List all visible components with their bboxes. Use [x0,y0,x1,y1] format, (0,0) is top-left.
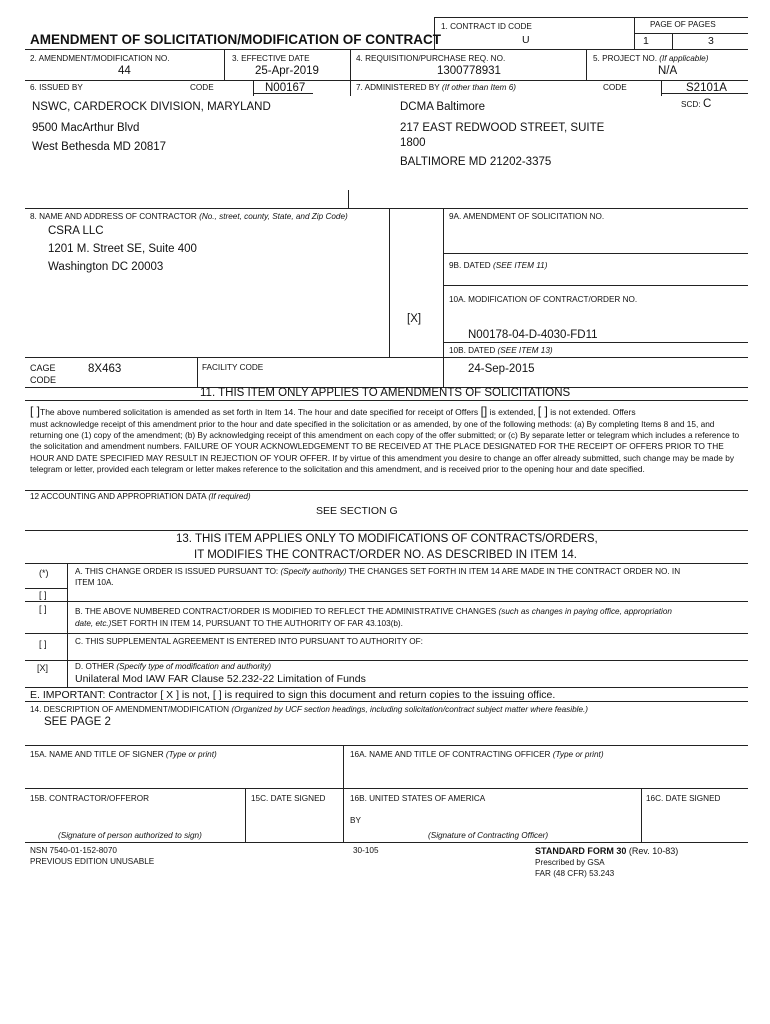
rule [25,400,748,401]
scd-value: C [703,98,712,110]
item-10a-value: N00178-04-D-4030-FD11 [468,329,598,341]
item-10b-label [449,346,553,355]
rule [661,80,662,96]
contractor-date-signed-label: 15C. DATE SIGNED [251,794,326,803]
rule [25,357,748,358]
item-13b-text-note-2: date, etc.) [75,619,112,628]
item-13-heading-2: IT MODIFIES THE CONTRACT/ORDER NO. AS DESCRIBED IN ITEM 14. [194,549,577,561]
item-13d-value: Unilateral Mod IAW FAR Clause 52.232-22 Limitation of Funds [75,673,366,685]
item-14-label-note: (Organized by UCF section headings, including solicitation/contract subject matter where feasible.) [231,705,589,714]
item-9b-label [449,261,547,270]
administered-by-label-text: 7. ADMINISTERED BY [356,83,440,92]
administered-by-label [356,83,516,92]
item-13b-text-line2 [75,619,403,628]
issuer-code-value: N00167 [265,82,306,94]
item-10b-label-note: (SEE ITEM 13) [497,346,553,355]
effective-date-value: 25-Apr-2019 [255,65,319,77]
rule [25,490,748,491]
form-name [535,846,678,856]
item-12-value: SEE SECTION G [316,505,398,517]
item-13b-mark[interactable]: [ ] [39,604,47,614]
item-13c-text: C. THIS SUPPLEMENTAL AGREEMENT IS ENTERED INTO PURSUANT TO AUTHORITY OF: [75,637,423,646]
prescribed-by: Prescribed by GSA [535,858,605,867]
item-11-check-extended[interactable]: [] [480,404,488,418]
item-12-label [30,492,251,501]
contract-id-value: U [522,34,530,46]
admin-code-label: CODE [603,83,627,92]
cage-label [30,362,56,386]
issuer-name: NSWC, CARDEROCK DIVISION, MARYLAND [32,101,271,113]
important-check-required[interactable]: [ ] [212,689,222,701]
rule [25,842,748,843]
item-12-label-note: (If required) [208,492,251,501]
admin-city: BALTIMORE MD 21202-3375 [400,156,552,168]
contractor-label [30,212,348,221]
item-13a-mark[interactable]: (*) [39,568,49,578]
rule [25,788,748,789]
item-11-first-line [30,404,636,418]
usa-label: 16B. UNITED STATES OF AMERICA [350,794,486,803]
rule [253,80,254,96]
rule [25,588,67,589]
rule [224,49,225,80]
project-no-label-note: (If applicable) [659,54,709,63]
rule [25,660,748,661]
item-13-blank-mark[interactable]: [ ] [39,590,47,600]
item-13b-text [75,607,672,616]
issuer-city: West Bethesda MD 20817 [32,141,167,153]
rule [25,687,748,688]
rule [67,563,68,687]
item-13a-text-3: ITEM 10A. [75,578,114,587]
rule [343,745,344,842]
signer-name-label-text: 15A. NAME AND TITLE OF SIGNER [30,750,164,759]
rule [389,208,390,357]
item-13a-text-1: A. THIS CHANGE ORDER IS ISSUED PURSUANT TO: [75,567,279,576]
form-name-text: STANDARD FORM 30 [535,846,627,856]
nsn-number: NSN 7540-01-152-8070 [30,846,117,855]
rule [634,33,748,34]
rule [25,633,748,634]
form-revision: (Rev. 10-83) [628,846,679,856]
rule [245,788,246,842]
item-11-check-not-extended[interactable]: [ ] [537,404,548,418]
requisition-label: 4. REQUISITION/PURCHASE REQ. NO. [356,54,506,63]
item-13d-mark[interactable]: [X] [37,663,49,673]
item-9a-label: 9A. AMENDMENT OF SOLICITATION NO. [449,212,605,221]
requisition-value: 1300778931 [437,65,501,77]
important-text-3: is required to sign this document and return copies to the issuing office. [224,689,556,701]
rule [641,788,642,842]
contractor-offeror-label: 15B. CONTRACTOR/OFFEROR [30,794,150,803]
rule [443,285,748,286]
rule [25,80,748,81]
admin-street: 217 EAST REDWOOD STREET, SUITE [400,122,605,134]
item-10b-label-text: 10B. DATED [449,346,496,355]
admin-code-value: S2101A [686,82,727,94]
rule [25,601,748,602]
rule [25,563,748,564]
contract-id-label: 1. CONTRACT ID CODE [441,22,532,31]
item-14-value: SEE PAGE 2 [44,716,111,728]
item-13d-text-1: D. OTHER [75,662,115,671]
far-reference: FAR (48 CFR) 53.243 [535,869,615,878]
page-of-pages-label: PAGE OF PAGES [650,20,716,29]
rule [25,49,748,50]
amendment-no-label: 2. AMENDMENT/MODIFICATION NO. [30,54,170,63]
administered-by-label-note: (If other than Item 6) [441,83,517,92]
officer-name-label-note: (Type or print) [552,750,604,759]
item-9b-label-text: 9B. DATED [449,261,491,270]
important-check-not-required[interactable]: [ X ] [160,689,179,701]
item-13b-text-2: SET FORTH IN ITEM 14, PURSUANT TO THE AUTHORITY OF FAR 43.103(b). [111,619,403,628]
admin-name: DCMA Baltimore [400,101,485,113]
contractor-label-text: 8. NAME AND ADDRESS OF CONTRACTOR [30,212,197,221]
form-code: 30-105 [353,846,379,855]
total-pages: 3 [708,35,714,47]
important-text-1: E. IMPORTANT: Contractor [30,689,158,701]
contractor-city: Washington DC 20003 [48,261,164,273]
effective-date-label: 3. EFFECTIVE DATE [232,54,310,63]
signer-name-label [30,750,217,759]
amendment-no-value: 44 [118,65,131,77]
rule [443,342,748,343]
form-title: AMENDMENT OF SOLICITATION/MODIFICATION OF CONTRACT [30,32,441,47]
rule [25,701,748,702]
item-11-text-c: is not extended. Offers [550,407,636,417]
rule [586,49,587,80]
item-13b-text-note: (such as changes in paying office, appropriation [498,607,672,616]
by-label: BY [350,816,361,825]
rule [350,49,351,96]
rule [443,253,748,254]
item-14-label [30,705,588,714]
page-number: 1 [643,35,649,47]
contractor-signature-line: (Signature of person authorized to sign) [58,831,202,840]
rule [25,208,748,209]
item-11-text-a: The above numbered solicitation is amended as set forth in Item 14. The hour and date specified for receipt of Offers [40,407,479,417]
project-no-label-text: 5. PROJECT NO. [593,54,657,63]
item-13a-text-2: THE CHANGES SET FORTH IN ITEM 14 ARE MADE IN THE CONTRACT ORDER NO. IN [348,567,681,576]
cage-code-value: 8X463 [88,363,122,375]
important-line [30,689,555,701]
item-11-text-b: is extended, [489,407,536,417]
item-11-check-amended[interactable]: [ ] [30,404,41,418]
item-14-label-text: 14. DESCRIPTION OF AMENDMENT/MODIFICATION [30,705,230,714]
officer-name-label-text: 16A. NAME AND TITLE OF CONTRACTING OFFICER [350,750,551,759]
contractor-name: CSRA LLC [48,225,104,237]
item-13a-text [75,567,680,576]
rule [443,208,444,387]
item-11-heading: 11. THIS ITEM ONLY APPLIES TO AMENDMENTS OF SOLICITATIONS [200,387,571,399]
item-13-heading-1: 13. THIS ITEM APPLIES ONLY TO MODIFICATIONS OF CONTRACTS/ORDERS, [176,533,598,545]
item-13a-text-note: (Specify authority) [280,567,347,576]
issuer-code-label: CODE [190,83,214,92]
rule [672,33,673,49]
project-no-value: N/A [658,65,678,77]
issued-by-label: 6. ISSUED BY [30,83,83,92]
item-9b-label-note: (SEE ITEM 11) [493,261,548,270]
item-11-body: must acknowledge receipt of this amendment prior to the hour and date specified in the solicitation or as amended, by one of the following methods: (a) By completing Items 8 and 15, and returning one (1) copy of the amendment; (b) By acknowledging receipt of this amendment on each copy of the offer submitted; or (c) By separate letter or telegram which includes a reference to the solicitation and amendment numbers. FAILURE OF YOUR ACKNOWLEDGEMENT TO BE RECEIVED AT THE PLACE DESIGNATED FOR THE RECEIPT OF OFFERS PRIOR TO THE HOUR AND DATE SPECIFIED MAY RESULT IN REJECTION OF YOUR OFFER. If by virtue of this amendment you desire to change an offer already submitted, such change may be made by telegram or letter, provided each telegram or letter makes reference to the solicitation and this amendment, and is received prior to the opening hour and date specified. [30,419,740,474]
item-13c-mark[interactable]: [ ] [39,639,47,649]
rule [348,190,349,208]
item-12-label-text: 12 ACCOUNTING AND APPROPRIATION DATA [30,492,207,501]
rule [197,357,198,387]
cage-label-line1: CAGE [30,363,56,373]
rule [25,530,748,531]
project-no-label [593,54,708,63]
signer-name-label-note: (Type or print) [165,750,217,759]
officer-date-signed-label: 16C. DATE SIGNED [646,794,721,803]
admin-suite: 1800 [400,137,426,149]
rule [25,745,748,746]
officer-signature-line: (Signature of Contracting Officer) [428,831,549,840]
scd-label: SCD: [681,100,701,109]
item-13d-text-note: (Specify type of modification and authority) [116,662,272,671]
cage-label-line2: CODE [30,375,57,385]
item-13d-text [75,662,271,671]
previous-edition-note: PREVIOUS EDITION UNUSABLE [30,857,155,866]
officer-name-label [350,750,604,759]
rule [434,17,748,18]
contractor-label-note: (No., street, county, State, and Zip Code) [199,212,348,221]
important-text-2: is not, [181,689,210,701]
issuer-street: 9500 MacArthur Blvd [32,122,140,134]
item-10b-value: 24-Sep-2015 [468,363,535,375]
item-10a-label: 10A. MODIFICATION OF CONTRACT/ORDER NO. [449,295,638,304]
contractor-street: 1201 M. Street SE, Suite 400 [48,243,197,255]
rule [634,17,635,49]
item-13b-text-1: B. THE ABOVE NUMBERED CONTRACT/ORDER IS MODIFIED TO REFLECT THE ADMINISTRATIVE CHANGES [75,607,497,616]
facility-code-label: FACILITY CODE [202,363,264,372]
item-10-checkbox[interactable]: [X] [407,313,422,325]
